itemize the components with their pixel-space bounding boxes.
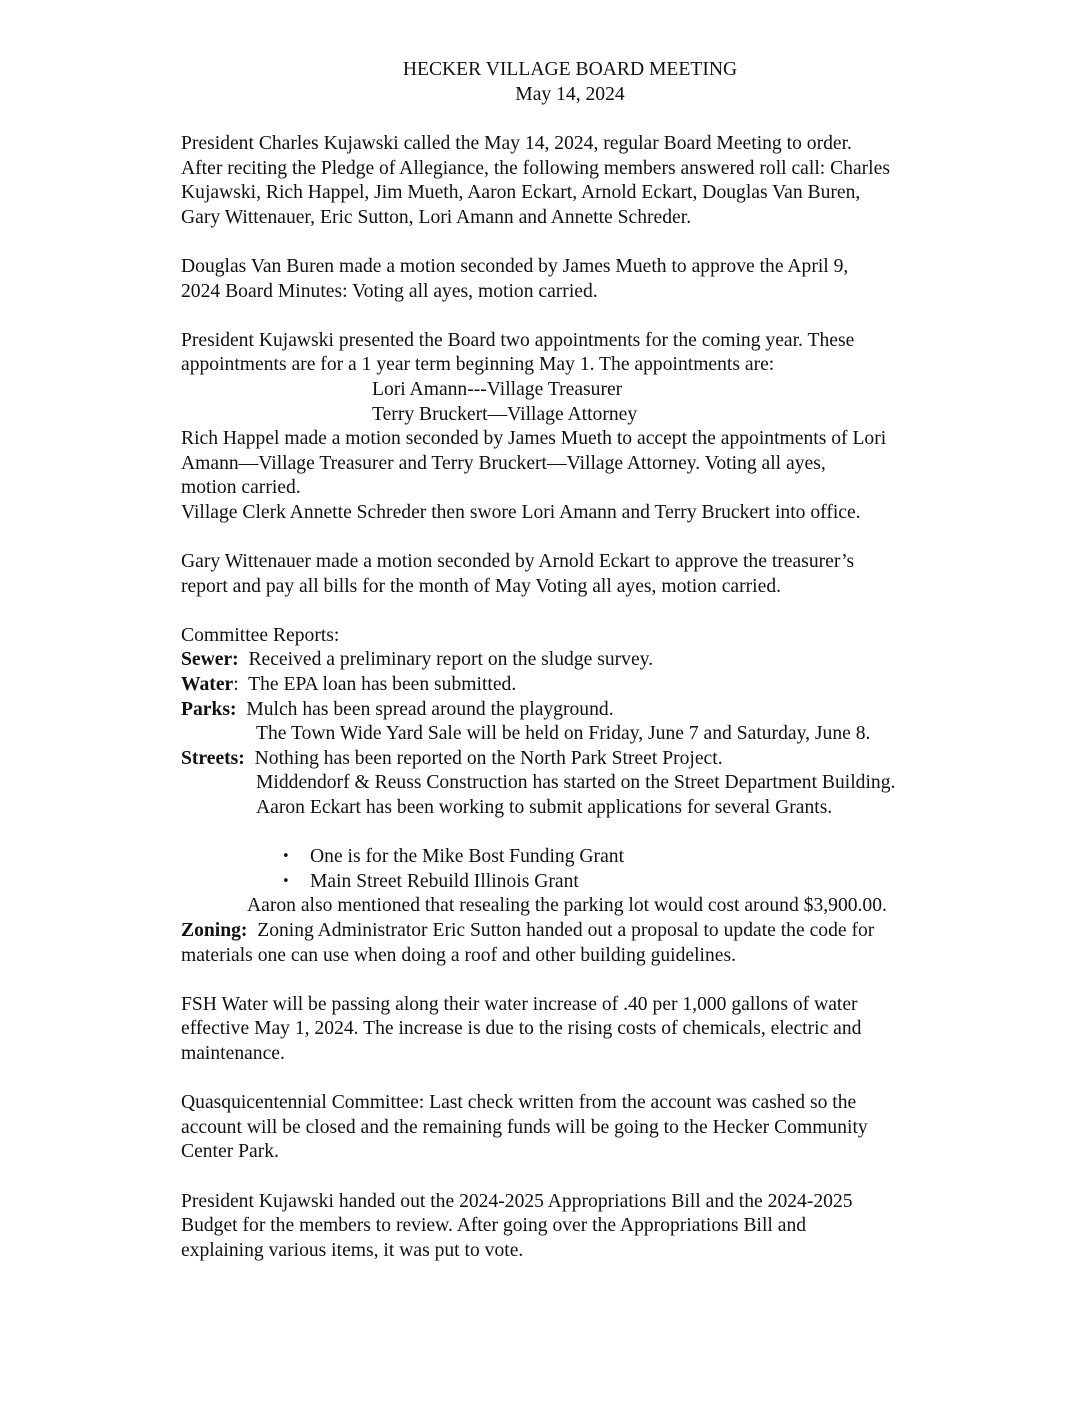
minutes-body (181, 132, 971, 1288)
meeting-title: HECKER VILLAGE BOARD MEETING (402, 59, 738, 80)
treasurer-report-paragraph (181, 550, 971, 599)
committee-reports-section (181, 624, 971, 821)
text-line: appointments are for a 1 year term beginning May 1. The appointments are: (181, 354, 775, 376)
streets-grants-line: Aaron Eckart has been working to submit applications for several Grants. (256, 797, 833, 819)
appropriations-paragraph (181, 1190, 971, 1264)
quasquicentennial-paragraph (181, 1091, 971, 1165)
list-item (181, 870, 971, 895)
streets-label: Streets: (181, 747, 245, 769)
text-line: Gary Wittenauer made a motion seconded by Arnold Eckart to approve the treasurer’s (181, 551, 855, 573)
bullet-icon: • (282, 849, 290, 865)
text-line: Amann—Village Treasurer and Terry Bruckert—Village Attorney. Voting all ayes, (181, 452, 826, 474)
text-line: Budget for the members to review. After going over the Appropriations Bill and (181, 1215, 807, 1237)
text-line: 2024 Board Minutes: Voting all ayes, motion carried. (181, 280, 598, 302)
minutes-approval-paragraph (181, 255, 971, 304)
streets-report (181, 747, 971, 772)
text-line: explaining various items, it was put to vote. (181, 1239, 524, 1261)
streets-construction-line: Middendorf & Reuss Construction has started on the Street Department Building. (256, 772, 896, 794)
text-line: Rich Happel made a motion seconded by James Mueth to accept the appointments of Lori (181, 428, 887, 450)
meeting-date: May 14, 2024 (515, 83, 625, 105)
text-line: President Kujawski handed out the 2024-2025 Appropriations Bill and the 2024-2025 (181, 1190, 853, 1212)
committee-heading: Committee Reports: (181, 624, 340, 646)
document-header (0, 58, 1088, 107)
water-text: : The EPA loan has been submitted. (233, 674, 517, 696)
list-item (181, 845, 971, 870)
water-increase-paragraph (181, 993, 971, 1067)
parks-report (181, 698, 971, 723)
text-line: Gary Wittenauer, Eric Sutton, Lori Amann and Annette Schreder. (181, 206, 692, 228)
zoning-label: Zoning: (181, 920, 248, 941)
sewer-label: Sewer: (181, 649, 239, 671)
appointment-treasurer: Lori Amann---Village Treasurer (372, 378, 623, 400)
text-line: report and pay all bills for the month of May Voting all ayes, motion carried. (181, 575, 782, 597)
zoning-report (181, 919, 971, 944)
text-line: Douglas Van Buren made a motion seconded by James Mueth to approve the April 9, (181, 255, 849, 277)
text-line: Center Park. (181, 1141, 279, 1163)
text-line: account will be closed and the remaining funds will be going to the Hecker Community (181, 1116, 868, 1138)
text-line: motion carried. (181, 477, 301, 499)
parks-label: Parks: (181, 698, 237, 720)
zoning-text: Zoning Administrator Eric Sutton handed out a proposal to update the code for (247, 920, 875, 941)
water-report (181, 673, 971, 698)
grant-text: Main Street Rebuild Illinois Grant (310, 870, 579, 892)
bullet-icon: • (282, 873, 290, 889)
sewer-text: Received a preliminary report on the sludge survey. (238, 649, 654, 671)
text-line: Quasquicentennial Committee: Last check written from the account was cashed so the (181, 1092, 857, 1114)
text-line: After reciting the Pledge of Allegiance, the following members answered roll call: Charles (181, 157, 890, 179)
text-line: Kujawski, Rich Happel, Jim Mueth, Aaron Eckart, Arnold Eckart, Douglas Van Buren, (181, 182, 861, 204)
zoning-line-2: materials one can use when doing a roof and other building guidelines. (181, 944, 737, 966)
parks-yard-sale-line: The Town Wide Yard Sale will be held on Friday, June 7 and Saturday, June 8. (256, 723, 871, 745)
grants-list (181, 845, 971, 894)
text-line: maintenance. (181, 1042, 285, 1064)
streets-text: Nothing has been reported on the North Park Street Project. (244, 747, 723, 769)
appointment-attorney: Terry Bruckert—Village Attorney (372, 403, 638, 425)
parks-text: Mulch has been spread around the playground. (236, 698, 614, 720)
grant-text: One is for the Mike Bost Funding Grant (310, 846, 625, 868)
call-to-order-paragraph (181, 132, 971, 230)
sewer-report (181, 648, 971, 673)
text-line: President Charles Kujawski called the May 14, 2024, regular Board Meeting to order. (181, 133, 852, 154)
parking-lot-line: Aaron also mentioned that resealing the parking lot would cost around $3,900.00. (247, 895, 887, 917)
water-label: Water (181, 674, 234, 696)
swearing-in-line: Village Clerk Annette Schreder then swore Lori Amann and Terry Bruckert into office. (181, 501, 861, 523)
text-line: effective May 1, 2024. The increase is due to the rising costs of chemicals, electric and (181, 1018, 862, 1040)
text-line: President Kujawski presented the Board two appointments for the coming year. These (181, 329, 855, 351)
text-line: FSH Water will be passing along their water increase of .40 per 1,000 gallons of water (181, 993, 858, 1015)
appointments-paragraph (181, 329, 971, 526)
